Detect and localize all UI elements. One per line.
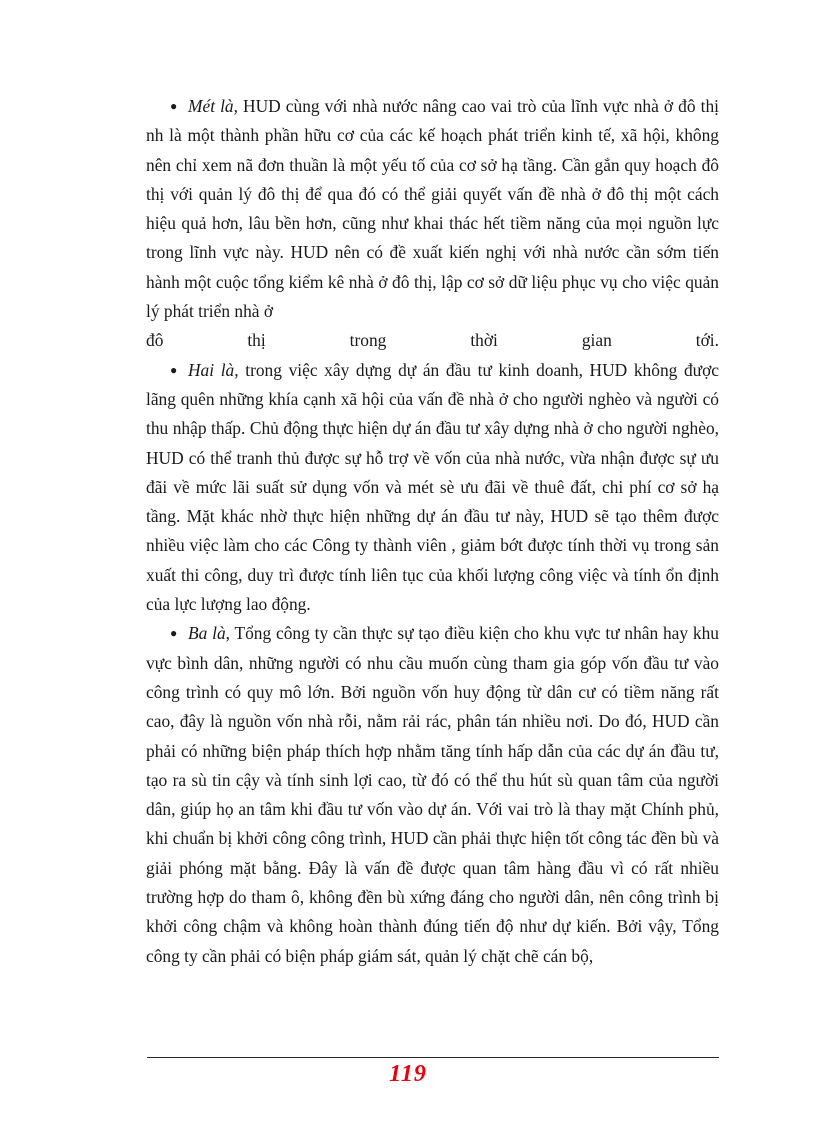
word: tới.: [695, 330, 719, 351]
paragraph-3: [146, 619, 719, 971]
word: gian: [581, 330, 612, 351]
page-number: 119: [389, 1061, 427, 1087]
paragraph-text: Tổng công ty cần thực sự tạo điều kiện cho khu vực tư nhân hay khu vực bình dân, những người có nhu cầu muốn cùng tham gia góp vốn đầu tư vào công trình có quy mô lớn. Bởi nguồn vốn huy động từ dân cư có tiềm năng rất cao, đây là nguồn vốn nhà rỗi, nằm rải rác, phân tán nhiều nơi. Do đó, HUD cần phải có những biện pháp thích hợp nhằm tăng tính hấp dẫn của các dự án đầu tư, tạo ra sù tin cậy và tính sinh lợi cao, từ đó có thể thu hút sù quan tâm của người dân, giúp họ an tâm khi đầu tư vốn vào dự án. Với vai trò là thay mặt Chính phủ, khi chuẩn bị khởi công công trình, HUD cần phải thực hiện tốt công tác đền bù và giải phóng mặt bằng. Đây là vấn đề được quan tâm hàng đầu vì có rất nhiều trường hợp do tham ô, không đền bù xứng đáng cho người dân, nên công trình bị khởi công chậm và không hoàn thành đúng tiến độ như dự kiến. Bởi vậy, Tổng công ty cần phải có biện pháp giám sát, quản lý chặt chẽ cán bộ,: [146, 623, 719, 966]
paragraph-lead: Ba là,: [188, 623, 230, 644]
paragraph-text: HUD cùng với nhà nước nâng cao vai trò của lĩnh vực nhà ở đô thị nh là một thành phần hữu cơ của các kế hoạch phát triển kinh tế, xã hội, không nên chỉ xem nã đơn thuần là một yếu tố của cơ sở hạ tầng. Cần gắn quy hoạch đô thị với quản lý đô thị để qua đó có thể giải quyết vấn đề nhà ở đô thị một cách hiệu quả hơn, lâu bền hơn, cũng như khai thác hết tiềm năng của mọi nguồn lực trong lĩnh vực này. HUD nên có đề xuất kiến nghị với nhà nước cần sớm tiến hành một cuộc tổng kiểm kê nhà ở đô thị, lập cơ sở dữ liệu phục vụ cho việc quản lý phát triển nhà ở: [146, 96, 719, 322]
paragraph-1-final-line: [146, 326, 719, 355]
word: thị: [247, 330, 266, 351]
word: đô: [146, 330, 164, 351]
bullet-icon: ●: [170, 99, 178, 113]
bullet-icon: ●: [170, 626, 178, 641]
paragraph-2: [146, 356, 719, 620]
paragraph-text: trong việc xây dựng dự án đầu tư kinh doanh, HUD không được lãng quên những khía cạnh xã hội của vấn đề nhà ở cho người nghèo và người có thu nhập thấp. Chủ động thực hiện dự án đầu tư xây dựng nhà ở cho người nghèo, HUD có thể tranh thủ được sự hỗ trợ về vốn của nhà nước, vừa nhận được sự ưu đãi về mức lãi suất sử dụng vốn và mét sè ưu đãi về thuê đất, chi phí cơ sở hạ tầng. Mặt khác nhờ thực hiện những dự án đầu tư này, HUD sẽ tạo thêm được nhiều việc làm cho các Công ty thành viên , giảm bớt được tính thời vụ trong sản xuất thi công, duy trì được tính liên tục của khối lượng công việc và tính ổn định của lực lượng lao động.: [146, 359, 720, 615]
word: trong: [349, 330, 387, 351]
word: thời: [470, 330, 498, 351]
document-body: [146, 92, 719, 971]
paragraph-1: [146, 92, 719, 326]
bullet-icon: ●: [170, 362, 178, 377]
paragraph-lead: Mét là,: [188, 96, 238, 116]
paragraph-lead: Hai là,: [188, 359, 239, 380]
footer-divider: [147, 1057, 719, 1058]
